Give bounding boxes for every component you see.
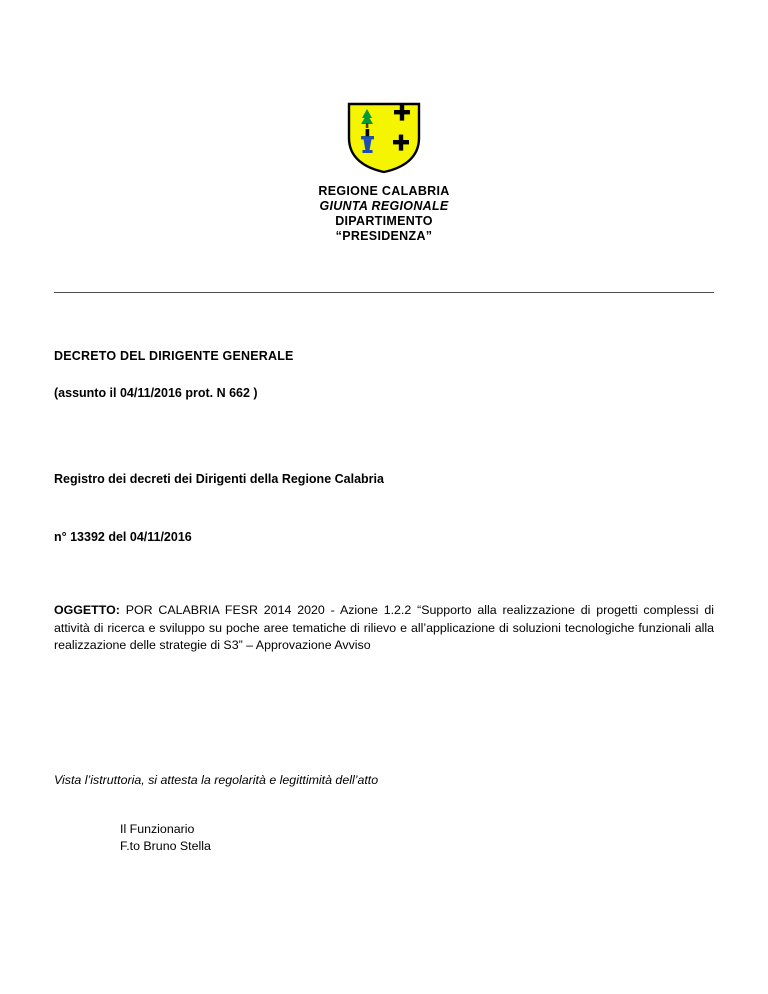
registry-line: Registro dei decreti dei Dirigenti della Regione Calabria (54, 472, 384, 486)
document-header (54, 0, 714, 244)
subject-label: OGGETTO: (54, 603, 120, 617)
signature-block (54, 821, 714, 855)
signature-name: F.to Bruno Stella (120, 838, 211, 853)
attestation-line: Vista l’istruttoria, si attesta la regolarità e legittimità dell’atto (54, 772, 379, 787)
header-institution-lines (54, 184, 714, 244)
signature-role: Il Funzionario (120, 821, 195, 836)
subject-text: POR CALABRIA FESR 2014 2020 - Azione 1.2.2 “Supporto alla realizzazione di progetti complessi di attività di ricerca e sviluppo su poche aree tematiche di rilievo e all’applicazione di soluzioni tecnologiche funzionali alla realizzazione delle strategie di S3” – Approvazione Avviso (54, 603, 714, 652)
header-line-presidenza: “PRESIDENZA” (335, 229, 433, 243)
header-line-giunta: GIUNTA REGIONALE (319, 199, 449, 213)
header-line-dipartimento: DIPARTIMENTO (335, 214, 433, 228)
header-divider (54, 292, 714, 293)
header-line-regione: REGIONE CALABRIA (318, 184, 450, 198)
decree-title: DECRETO DEL DIRIGENTE GENERALE (54, 349, 294, 363)
regione-calabria-coat-of-arms-icon (345, 96, 423, 174)
decree-number-line: n° 13392 del 04/11/2016 (54, 530, 192, 544)
decree-assumed-line: (assunto il 04/11/2016 prot. N 662 ) (54, 386, 258, 400)
subject-paragraph (54, 602, 714, 655)
